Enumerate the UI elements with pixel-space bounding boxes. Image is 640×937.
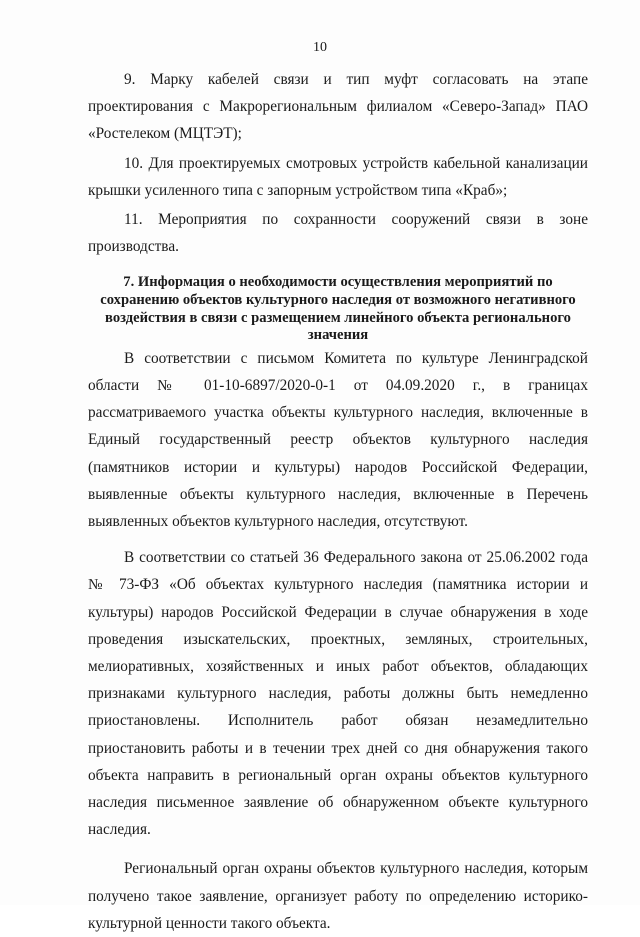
page-number: 10	[313, 40, 327, 55]
list-item-10: 10. Для проектируемых смотровых устройств кабельной канализации крышки усиленного типа с запорным устройством типа «Краб»;	[88, 154, 588, 199]
list-item-11: 11. Мероприятия по сохранности сооружений связи в зоне производства.	[88, 211, 588, 256]
page-content	[88, 66, 588, 937]
section-paragraph-2: В соответствии со статьей 36 Федерального закона от 25.06.2002 года № 73-ФЗ «Об объектах культурного наследия (памятника истории и культуры) народов Российской Федерации в случае обнаружения в ходе проведения изыскательских, проектных, земляных, строительных, мелиоративных, хозяйственных и иных работ объектов, обладающих признаками культурного наследия, работы должны быть немедленно приостановлены. Исполнитель работ обязан незамедлительно приостановить работы и в течении трех дней со дня обнаружения такого объекта направить в региональный орган охраны объектов культурного наследия письменное заявление об обнаруженном объекте культурного наследия.	[88, 549, 588, 839]
section-heading: 7. Информация о необходимости осуществления мероприятий по сохранению объектов культурного наследия от возможного негативного воздействия в связи с размещением линейного объекта регионального значения	[100, 274, 576, 344]
list-item-9: 9. Марку кабелей связи и тип муфт согласовать на этапе проектирования с Макрорегиональным филиалом «Северо-Запад» ПАО «Ростелеком (МЦТЭТ);	[88, 71, 588, 143]
section-paragraph-1: В соответствии с письмом Комитета по культуре Ленинградской области № 01-10-6897/2020-0-1 от 04.09.2020 г., в границах рассматриваемого участка объекты культурного наследия, включенные в Единый государственный реестр объектов культурного наследия (памятников истории и культуры) народов Российской Федерации, выявленные объекты культурного наследия, включенные в Перечень выявленных объектов культурного наследия, отсутствуют.	[88, 349, 588, 531]
section-paragraph-3: Региональный орган охраны объектов культурного наследия, которым получено такое заявление, организует работу по определению историко-культурной ценности такого объекта.	[88, 860, 588, 932]
